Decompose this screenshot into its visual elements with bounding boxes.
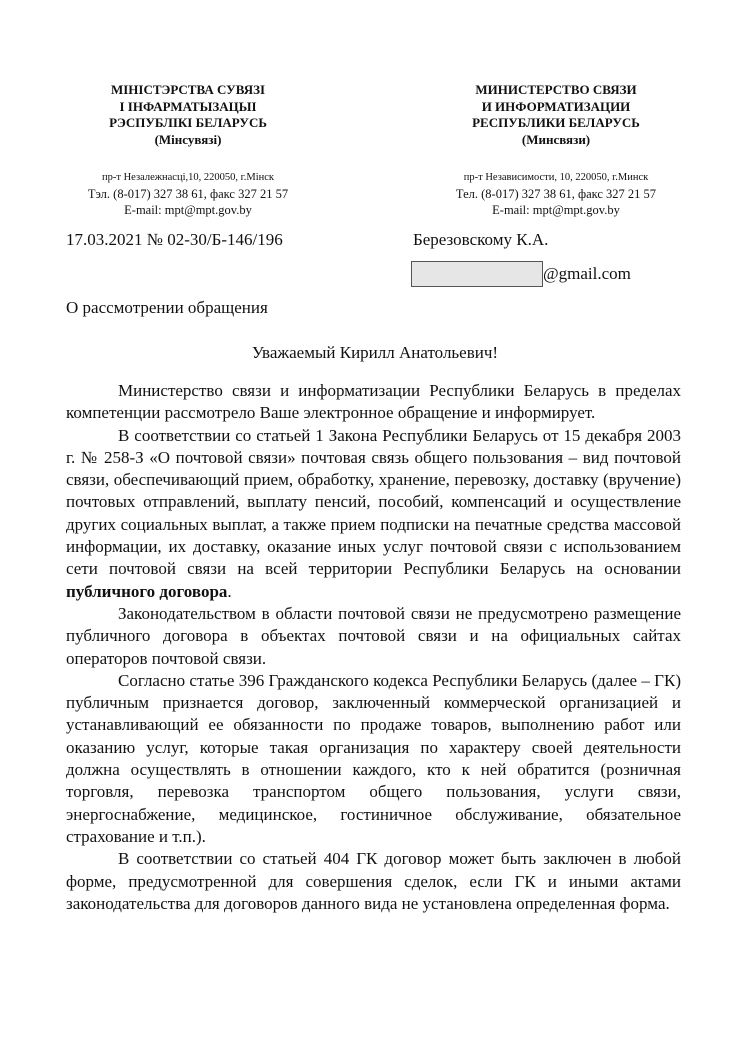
recipient-email-domain: @gmail.com bbox=[543, 264, 631, 283]
letterhead-belarusian bbox=[38, 82, 338, 148]
letterhead-line: МИНИСТЕРСТВО СВЯЗИ bbox=[475, 82, 637, 97]
document-reference: 17.03.2021 № 02-30/Б-146/196 bbox=[66, 230, 283, 249]
recipient-name: Березовскому К.А. bbox=[413, 230, 549, 249]
letterhead-abbrev: (Мінсувязі) bbox=[154, 131, 222, 147]
bold-term: публичного договора bbox=[66, 581, 228, 601]
letterhead-line: РЭСПУБЛІКІ БЕЛАРУСЬ bbox=[109, 115, 267, 130]
redaction-box bbox=[411, 261, 543, 287]
body-paragraph: Министерство связи и информатизации Республики Беларусь в пределах компетенции рассмотрело Ваше электронное обращение и информирует. bbox=[66, 381, 681, 423]
email-address: E-mail: mpt@mpt.gov.by bbox=[124, 203, 252, 217]
recipient-email bbox=[411, 260, 631, 288]
salutation: Уважаемый Кирилл Анатольевич! bbox=[251, 343, 499, 362]
paragraph-text: В соответствии со статьей 1 Закона Республики Беларусь от 15 декабря 2003 г. № 258-З «О почтовой связи» почтовая связь общего пользования – вид почтовой связи, обеспечивающий прием, обработку, хранение, перевозку, доставку (вручение) почтовых отправлений, выплату пенсий, пособий, компенсаций и осуществление других социальных выплат, а также прием подписки на печатные средства массовой информации, их доставку, оказание иных услуг почтовой связи с использованием сети почтовой связи на всей территории Республики Беларусь на основании bbox=[66, 425, 681, 579]
letterhead-line: РЕСПУБЛИКИ БЕЛАРУСЬ bbox=[472, 115, 640, 130]
letter-body bbox=[66, 380, 681, 915]
address: пр-т Независимости, 10, 220050, г.Минск bbox=[463, 172, 649, 183]
body-paragraph: В соответствии со статьей 404 ГК договор может быть заключен в любой форме, предусмотренной для совершения сделок, если ГК и иными актами законодательства для договоров данного вида не установлена определенная форма. bbox=[66, 849, 681, 913]
letter-subject: О рассмотрении обращения bbox=[66, 298, 268, 317]
letterhead-abbrev: (Минсвязи) bbox=[521, 131, 591, 147]
body-paragraph bbox=[66, 425, 681, 603]
letterhead-line: МІНІСТЭРСТВА СУВЯЗІ bbox=[110, 82, 266, 97]
letterhead-line: И ИНФОРМАТИЗАЦИИ bbox=[481, 98, 631, 114]
contact-block-belarusian bbox=[38, 170, 338, 218]
paragraph-end: . bbox=[227, 581, 232, 601]
address: пр-т Незалежнасці,10, 220050, г.Мінск bbox=[102, 172, 274, 183]
letterhead-line: І ІНФАРМАТЫЗАЦЫІ bbox=[119, 98, 257, 114]
email-address: E-mail: mpt@mpt.gov.by bbox=[492, 203, 620, 217]
letterhead-russian bbox=[406, 82, 706, 148]
phone-fax: Тэл. (8-017) 327 38 61, факс 327 21 57 bbox=[87, 187, 289, 201]
body-paragraph: Законодательством в области почтовой связи не предусмотрено размещение публичного договора в объектах почтовой связи и на официальных сайтах операторов почтовой связи. bbox=[66, 603, 681, 668]
contact-block-russian bbox=[406, 170, 706, 218]
body-paragraph: Согласно статье 396 Гражданского кодекса Республики Беларусь (далее – ГК) публичным признается договор, заключенный коммерческой организацией и устанавливающий ее обязанности по продаже товаров, выполнению работ или оказанию услуг, которые такая организация по характеру своей деятельности должна осуществлять в отношении каждого, кто к ней обратится (розничная торговля, перевозка транспортом общего пользования, услуги связи, энергоснабжение, медицинское, гостиничное обслуживание, обязательное страхование и т.п.). bbox=[66, 670, 681, 846]
phone-fax: Тел. (8-017) 327 38 61, факс 327 21 57 bbox=[455, 187, 657, 201]
